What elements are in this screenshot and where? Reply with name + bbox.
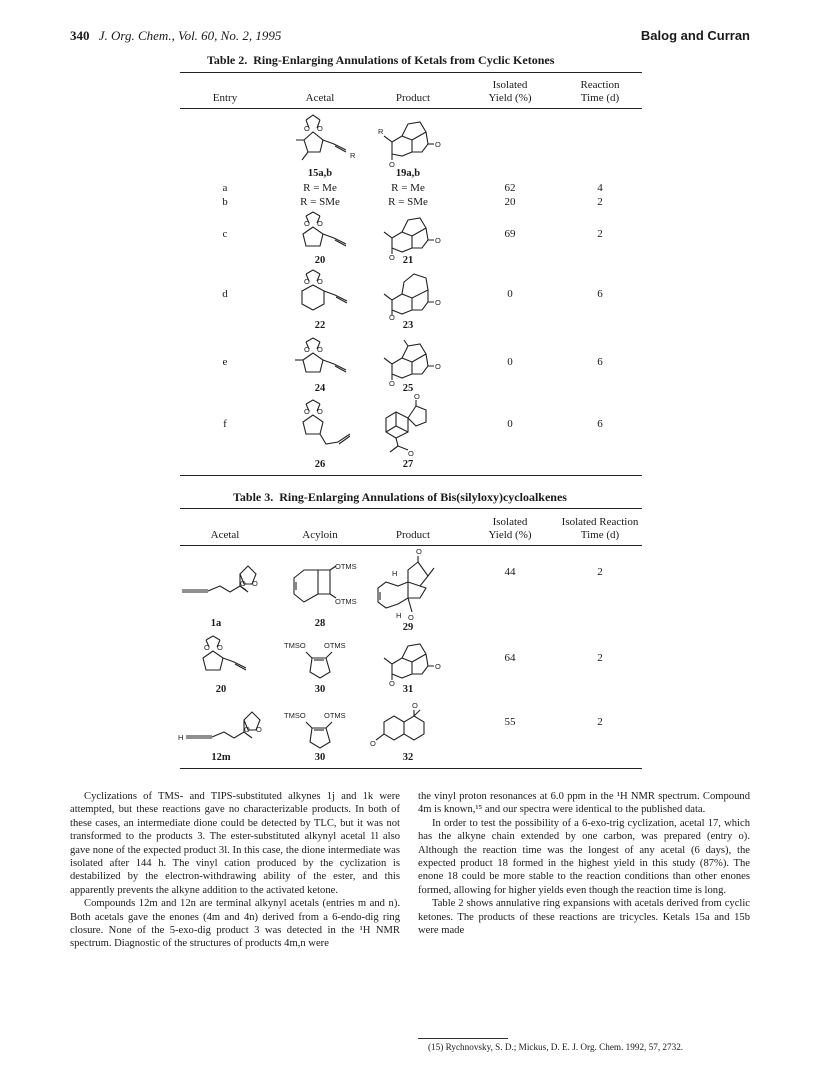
svg-text:O: O [370, 739, 376, 748]
paragraph: Table 2 shows annulative ring expansions with acetals derived from cyclic ketones. The products of these reactions are tricycles. Ketals 15a and 15b were made [418, 898, 750, 937]
structure-29 [368, 548, 448, 630]
table2-label: Table 2. [207, 53, 248, 67]
table3-header-time: Isolated Reaction Time (d) [561, 516, 639, 541]
table3-bottom-rule [180, 768, 642, 769]
svg-text:O: O [256, 725, 262, 734]
compound-29: 29 [402, 622, 414, 633]
table2-row-f-entry: f [223, 418, 227, 430]
structure-1a [180, 560, 276, 610]
svg-text:H: H [396, 611, 402, 620]
table2-caption [207, 53, 554, 68]
table2-top-rule [180, 72, 642, 73]
svg-text:O: O [317, 124, 323, 133]
structure-30b [280, 710, 360, 756]
compound-23: 23 [402, 320, 414, 331]
structure-21 [368, 210, 448, 260]
svg-text:O: O [412, 701, 418, 710]
table2-row-b-product: R = SMe [388, 196, 428, 208]
compound-21: 21 [402, 255, 414, 266]
table2-row-a-acetal: R = Me [303, 182, 337, 194]
compound-26: 26 [314, 459, 326, 470]
svg-text:OTMS: OTMS [324, 711, 346, 720]
body-left-column [70, 790, 400, 951]
table2-header-product: Product [395, 92, 431, 104]
svg-text:O: O [240, 579, 246, 588]
svg-text:O: O [304, 277, 310, 286]
table2-header-rule [180, 108, 642, 109]
compound-1a: 1a [210, 618, 222, 629]
svg-text:O: O [317, 345, 323, 354]
svg-text:O: O [304, 219, 310, 228]
footnote: (15) Rychnovsky, S. D.; Mickus, D. E. J. Org. Chem. 1992, 57, 2732. [428, 1042, 684, 1052]
table3-header-rule [180, 545, 642, 546]
structure-30a [280, 640, 360, 686]
table2-row-a-entry: a [222, 182, 228, 194]
table2-row-c-time: 2 [597, 228, 603, 240]
structure-15ab [280, 112, 360, 168]
svg-text:H: H [178, 733, 184, 742]
compound-25: 25 [402, 383, 414, 394]
compound-19ab: 19a,b [395, 168, 421, 179]
table2-header-yield: Isolated Yield (%) [488, 79, 532, 104]
svg-text:TMSO: TMSO [284, 711, 306, 720]
authors: Balog and Curran [640, 28, 750, 43]
running-header [70, 28, 750, 46]
compound-15ab: 15a,b [307, 168, 333, 179]
svg-text:O: O [252, 579, 258, 588]
svg-text:O: O [317, 277, 323, 286]
svg-text:OTMS: OTMS [324, 641, 346, 650]
structure-12m [176, 702, 280, 754]
table2-bottom-rule [180, 475, 642, 476]
table3-label: Table 3. [233, 490, 274, 504]
table2-row-c-entry: c [222, 228, 228, 240]
table2-row-d-entry: d [222, 288, 228, 300]
table3-row-3-yield: 55 [504, 716, 516, 728]
table3-header-acyloin: Acyloin [302, 529, 338, 541]
table2-row-b-yield: 20 [504, 196, 516, 208]
svg-text:O: O [204, 643, 210, 652]
svg-text:O: O [389, 313, 395, 322]
svg-text:O: O [416, 547, 422, 556]
compound-27: 27 [402, 459, 414, 470]
journal-citation: J. Org. Chem., Vol. 60, No. 2, 1995 [98, 28, 282, 43]
table2-row-b-entry: b [222, 196, 228, 208]
structure-28 [284, 558, 360, 614]
structure-26 [280, 398, 360, 456]
table2-header-time: Reaction Time (d) [580, 79, 620, 104]
table3-caption [233, 490, 567, 505]
svg-text:O: O [435, 140, 441, 149]
structure-22 [280, 268, 360, 320]
compound-24: 24 [314, 383, 326, 394]
compound-30a: 30 [314, 684, 326, 695]
table3-row-1-yield: 44 [504, 566, 516, 578]
compound-22: 22 [314, 320, 326, 331]
compound-20-t3: 20 [215, 684, 227, 695]
svg-text:O: O [414, 392, 420, 401]
svg-text:O: O [217, 643, 223, 652]
svg-text:O: O [317, 219, 323, 228]
compound-30b: 30 [314, 752, 326, 763]
svg-text:O: O [435, 662, 441, 671]
svg-text:R: R [350, 151, 356, 160]
svg-text:O: O [389, 379, 395, 388]
paragraph: Compounds 12m and 12n are terminal alkynyl acetals (entries m and n). Both acetals gave the enones (4m and 4n) derived from a 6-endo-dig ring closure. None of the 5-exo-dig product 3 was detected in the ¹H NMR spectrum. Diagnostic of the structures of products 4m,n were [70, 898, 400, 950]
compound-31: 31 [402, 684, 414, 695]
svg-text:O: O [435, 236, 441, 245]
structure-20 [280, 210, 360, 258]
svg-text:O: O [389, 679, 395, 688]
table2-row-a-time: 4 [597, 182, 603, 194]
table3-header-product: Product [395, 529, 431, 541]
svg-text:O: O [389, 160, 395, 169]
compound-20: 20 [314, 255, 326, 266]
svg-text:OTMS: OTMS [335, 597, 357, 606]
paragraph: In order to test the possibility of a 6-exo-trig cyclization, acetal 17, which has the alkyne chain extended by one carbon, was prepared (entry o). Although the reaction time was the longest of any acetal (6 days), the expected product 18 formed in the highest yield in this study (87%). The enone 18 could be more stable to the reaction conditions than other enones formed, allowing for higher yields even though the reaction time is long. [418, 817, 750, 896]
svg-text:TMSO: TMSO [284, 641, 306, 650]
table2-title: Ring-Enlarging Annulations of Ketals from Cyclic Ketones [253, 53, 555, 67]
svg-text:O: O [408, 613, 414, 622]
table2-row-f-time: 6 [597, 418, 603, 430]
table2-row-b-acetal: R = SMe [300, 196, 340, 208]
structure-24 [280, 336, 360, 386]
svg-text:O: O [408, 449, 414, 458]
table2-header-acetal: Acetal [305, 92, 335, 104]
compound-12m: 12m [211, 752, 231, 763]
table3-row-3-time: 2 [597, 716, 603, 728]
paragraph: Cyclizations of TMS- and TIPS-substituted alkynes 1j and 1k were attempted, but these reactions gave no characterizable products. In both of these cases, an intermediate dione could be detected by TLC, but it was not transformed to the products 3. The ester-substituted alkynyl acetal 1l also gave none of the expected product 3l. In this case, the dione intermediate was isolated after 144 h. The vinyl cation produced by the cyclization is destabilized by the electron-withdrawing ability of the ester, and this apparently prevents the alkyne addition to the activated ketone. [70, 791, 400, 896]
table2-row-e-yield: 0 [507, 356, 513, 368]
table3-header-acetal: Acetal [210, 529, 240, 541]
structure-31 [368, 636, 448, 688]
table2-row-a-yield: 62 [504, 182, 516, 194]
svg-text:H: H [392, 569, 398, 578]
structure-19ab [368, 112, 448, 168]
table2-row-e-entry: e [222, 356, 228, 368]
structure-20-t3 [180, 634, 276, 686]
svg-text:O: O [389, 253, 395, 262]
table2-row-d-time: 6 [597, 288, 603, 300]
table2-row-c-yield: 69 [504, 228, 516, 240]
table3-row-2-time: 2 [597, 652, 603, 664]
table3-title: Ring-Enlarging Annulations of Bis(silyloxy)cycloalkenes [279, 490, 567, 504]
compound-32: 32 [402, 752, 414, 763]
structure-27 [368, 392, 448, 458]
footnote-rule [418, 1038, 508, 1039]
svg-text:OTMS: OTMS [335, 562, 357, 571]
page-number: 340 [70, 28, 90, 43]
table2-row-f-yield: 0 [507, 418, 513, 430]
svg-text:O: O [435, 362, 441, 371]
table3-row-1-time: 2 [597, 566, 603, 578]
table3-top-rule [180, 508, 642, 509]
structure-32 [368, 702, 448, 758]
svg-text:R: R [378, 127, 384, 136]
svg-text:O: O [304, 345, 310, 354]
table3-row-2-yield: 64 [504, 652, 516, 664]
table3-header-yield: Isolated Yield (%) [488, 516, 532, 541]
svg-text:O: O [317, 407, 323, 416]
svg-text:O: O [304, 407, 310, 416]
paragraph: the vinyl proton resonances at 6.0 ppm in the ¹H NMR spectrum. Compound 4m is known,¹⁵ and our spectra were identical to the published data. [418, 791, 750, 816]
table2-row-a-product: R = Me [391, 182, 425, 194]
structure-23 [368, 268, 448, 320]
compound-28: 28 [314, 618, 326, 629]
table2-header-entry: Entry [212, 92, 238, 104]
body-right-column [418, 790, 750, 937]
svg-text:O: O [244, 725, 250, 734]
svg-text:O: O [435, 298, 441, 307]
table2-row-e-time: 6 [597, 356, 603, 368]
table2-row-d-yield: 0 [507, 288, 513, 300]
structure-25 [368, 336, 448, 386]
table2-row-b-time: 2 [597, 196, 603, 208]
svg-text:O: O [304, 124, 310, 133]
